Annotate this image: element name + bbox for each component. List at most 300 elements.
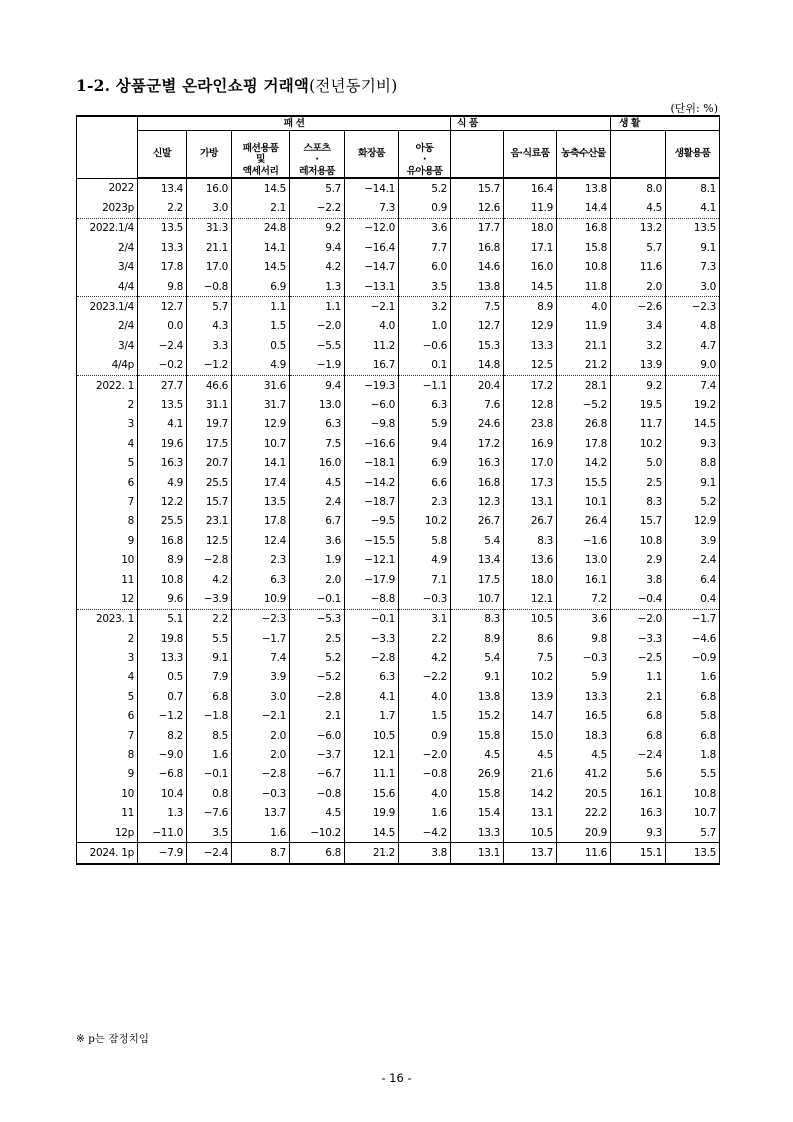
table-cell: 19.5 <box>611 395 666 414</box>
table-cell: −1.8 <box>187 707 232 726</box>
table-cell: 7.5 <box>504 648 557 667</box>
table-cell: 14.5 <box>345 823 399 843</box>
table-row <box>77 218 720 238</box>
table-cell: −5.5 <box>290 336 345 355</box>
column-header: 아동 · 유아용품 <box>399 131 451 179</box>
table-cell: 17.2 <box>504 375 557 395</box>
table-cell: 15.1 <box>611 843 666 864</box>
table-cell: −0.8 <box>290 784 345 803</box>
table-row <box>77 356 720 376</box>
table-cell: 23.1 <box>187 512 232 531</box>
table-cell: −0.8 <box>399 765 451 784</box>
column-header <box>611 131 666 179</box>
table-cell: −1.7 <box>666 609 720 629</box>
table-cell: 17.5 <box>187 434 232 453</box>
table-cell: 4.8 <box>666 317 720 336</box>
table-cell: 12.2 <box>138 492 187 511</box>
table-cell: 15.8 <box>557 238 611 257</box>
table-cell: 13.4 <box>138 178 187 198</box>
table-cell: 13.7 <box>504 843 557 864</box>
table-cell: 8.9 <box>138 550 187 569</box>
table-cell: −17.9 <box>345 570 399 589</box>
table-cell: 5.2 <box>666 492 720 511</box>
table-cell: 13.7 <box>232 804 290 823</box>
table-cell: 10.8 <box>138 570 187 589</box>
table-cell: 2.1 <box>290 707 345 726</box>
table-cell: −2.4 <box>187 843 232 864</box>
table-cell: 13.3 <box>138 238 187 257</box>
table-cell: 13.0 <box>557 550 611 569</box>
row-label: 6 <box>77 473 138 492</box>
table-cell: −2.0 <box>290 317 345 336</box>
table-cell: 12.4 <box>232 531 290 550</box>
table-cell: 13.9 <box>611 356 666 376</box>
table-cell: 6.7 <box>290 512 345 531</box>
table-cell: 21.1 <box>557 336 611 355</box>
table-cell: 16.7 <box>345 356 399 376</box>
table-cell: 0.5 <box>138 668 187 687</box>
row-label: 9 <box>77 765 138 784</box>
row-label: 6 <box>77 707 138 726</box>
table-cell: 21.2 <box>557 356 611 376</box>
table-cell: 16.3 <box>138 453 187 472</box>
table-cell: 12.1 <box>504 589 557 609</box>
column-header: 스포츠 · 레저용품 <box>290 131 345 179</box>
table-row <box>77 415 720 434</box>
table-cell: −13.1 <box>345 277 399 297</box>
table-cell: 12.9 <box>504 317 557 336</box>
row-label: 2023.1/4 <box>77 297 138 317</box>
table-cell: −5.2 <box>290 668 345 687</box>
row-label: 2023p <box>77 198 138 218</box>
table-cell: 12.9 <box>232 415 290 434</box>
table-cell: 31.7 <box>232 395 290 414</box>
table-cell: 1.5 <box>399 707 451 726</box>
table-cell: 13.3 <box>557 687 611 706</box>
table-cell: 2.5 <box>611 473 666 492</box>
table-cell: 13.2 <box>611 218 666 238</box>
table-cell: 10.2 <box>399 512 451 531</box>
table-cell: −3.7 <box>290 745 345 764</box>
table-cell: −6.8 <box>138 765 187 784</box>
row-label: 2/4 <box>77 238 138 257</box>
table-cell: 4.2 <box>290 258 345 277</box>
table-cell: 8.7 <box>232 843 290 864</box>
table-cell: −3.3 <box>611 629 666 648</box>
table-cell: −8.8 <box>345 589 399 609</box>
table-cell: 14.4 <box>557 198 611 218</box>
table-cell: 4.5 <box>557 745 611 764</box>
table-cell: 4.1 <box>138 415 187 434</box>
table-cell: 26.7 <box>451 512 504 531</box>
table-cell: 6.9 <box>399 453 451 472</box>
table-cell: 31.3 <box>187 218 232 238</box>
table-cell: 8.0 <box>611 178 666 198</box>
table-cell: −6.0 <box>345 395 399 414</box>
table-cell: 19.2 <box>666 395 720 414</box>
table-cell: 16.8 <box>138 531 187 550</box>
table-cell: 27.7 <box>138 375 187 395</box>
row-label: 4/4p <box>77 356 138 376</box>
table-cell: 8.3 <box>451 609 504 629</box>
table-cell: 5.2 <box>399 178 451 198</box>
table-cell: 2.0 <box>290 570 345 589</box>
column-header <box>451 131 504 179</box>
table-cell: −2.1 <box>345 297 399 317</box>
table-row <box>77 317 720 336</box>
table-cell: 17.8 <box>557 434 611 453</box>
table-cell: 26.7 <box>504 512 557 531</box>
table-cell: 8.9 <box>504 297 557 317</box>
table-cell: 5.5 <box>187 629 232 648</box>
table-row <box>77 473 720 492</box>
table-cell: 13.5 <box>666 218 720 238</box>
table-cell: −2.8 <box>187 550 232 569</box>
table-cell: 0.1 <box>399 356 451 376</box>
table-row <box>77 765 720 784</box>
table-cell: 13.6 <box>504 550 557 569</box>
table-cell: 20.4 <box>451 375 504 395</box>
table-cell: 6.8 <box>611 707 666 726</box>
table-cell: 11.9 <box>557 317 611 336</box>
table-cell: −2.5 <box>611 648 666 667</box>
table-cell: 16.8 <box>451 473 504 492</box>
table-cell: −2.3 <box>666 297 720 317</box>
table-cell: 7.4 <box>666 375 720 395</box>
table-cell: −0.2 <box>138 356 187 376</box>
table-row <box>77 531 720 550</box>
table-cell: 1.6 <box>232 823 290 843</box>
table-row <box>77 277 720 297</box>
table-cell: 16.4 <box>504 178 557 198</box>
table-cell: −12.0 <box>345 218 399 238</box>
table-cell: 9.2 <box>290 218 345 238</box>
table-cell: 3.5 <box>399 277 451 297</box>
table-cell: 21.6 <box>504 765 557 784</box>
table-cell: 6.0 <box>399 258 451 277</box>
table-cell: −0.6 <box>399 336 451 355</box>
table-cell: 16.1 <box>611 784 666 803</box>
column-header: 신발 <box>138 131 187 179</box>
table-cell: 13.5 <box>138 218 187 238</box>
table-cell: −2.4 <box>138 336 187 355</box>
row-label: 2/4 <box>77 317 138 336</box>
table-cell: 17.8 <box>232 512 290 531</box>
title-sub: (전년동기비) <box>309 77 398 95</box>
row-label: 8 <box>77 745 138 764</box>
table-cell: 6.3 <box>232 570 290 589</box>
table-cell: 21.2 <box>345 843 399 864</box>
table-cell: −4.6 <box>666 629 720 648</box>
table-cell: 16.0 <box>504 258 557 277</box>
table-cell: 2.4 <box>666 550 720 569</box>
table-cell: 13.8 <box>451 277 504 297</box>
table-cell: 16.3 <box>451 453 504 472</box>
table-cell: 14.6 <box>451 258 504 277</box>
table-cell: 12.6 <box>451 198 504 218</box>
table-cell: 17.2 <box>451 434 504 453</box>
row-label: 2022.1/4 <box>77 218 138 238</box>
table-cell: 15.7 <box>187 492 232 511</box>
table-cell: 4.1 <box>345 687 399 706</box>
table-cell: 7.5 <box>290 434 345 453</box>
table-cell: −6.0 <box>290 726 345 745</box>
table-cell: −5.2 <box>557 395 611 414</box>
table-cell: −0.3 <box>557 648 611 667</box>
table-cell: 14.1 <box>232 238 290 257</box>
table-cell: 17.0 <box>504 453 557 472</box>
table-cell: 10.5 <box>345 726 399 745</box>
column-header: 농축수산물 <box>557 131 611 179</box>
page-number: - 16 - <box>381 1071 412 1085</box>
column-header: 패션용품 및 액세서리 <box>232 131 290 179</box>
column-header-row <box>77 131 720 179</box>
table-cell: 9.1 <box>187 648 232 667</box>
table-cell: 4.5 <box>611 198 666 218</box>
table-cell: 16.8 <box>451 238 504 257</box>
table-cell: 8.1 <box>666 178 720 198</box>
table-cell: 5.7 <box>187 297 232 317</box>
table-row <box>77 395 720 414</box>
table-cell: −3.9 <box>187 589 232 609</box>
table-cell: 2.0 <box>611 277 666 297</box>
table-cell: 10.4 <box>138 784 187 803</box>
row-label: 12 <box>77 589 138 609</box>
table-cell: 16.0 <box>187 178 232 198</box>
table-cell: −2.0 <box>399 745 451 764</box>
table-cell: 1.1 <box>290 297 345 317</box>
table-cell: 25.5 <box>187 473 232 492</box>
row-label: 3 <box>77 648 138 667</box>
table-cell: 6.9 <box>232 277 290 297</box>
table-cell: 12.3 <box>451 492 504 511</box>
table-cell: 9.4 <box>399 434 451 453</box>
table-cell: 11.6 <box>611 258 666 277</box>
table-cell: −2.6 <box>611 297 666 317</box>
table-row <box>77 707 720 726</box>
table-row <box>77 297 720 317</box>
table-cell: 2.1 <box>611 687 666 706</box>
table-cell: 13.5 <box>138 395 187 414</box>
table-cell: 2.3 <box>399 492 451 511</box>
group-header-fashion: 패 션 <box>138 116 451 131</box>
table-row <box>77 609 720 629</box>
group-header-living: 생 활 <box>611 116 720 131</box>
table-row <box>77 198 720 218</box>
column-header: 음·식료품 <box>504 131 557 179</box>
table-cell: 9.1 <box>666 238 720 257</box>
table-cell: 3.0 <box>666 277 720 297</box>
table-cell: −19.3 <box>345 375 399 395</box>
table-cell: 17.1 <box>504 238 557 257</box>
column-header: 생활용품 <box>666 131 720 179</box>
footnote: ※ p는 잠정치임 <box>76 1033 149 1045</box>
table-cell: 3.0 <box>232 687 290 706</box>
table-cell: −0.4 <box>611 589 666 609</box>
table-cell: 24.6 <box>451 415 504 434</box>
table-cell: 17.0 <box>187 258 232 277</box>
table-row <box>77 687 720 706</box>
table-row <box>77 745 720 764</box>
table-cell: 0.4 <box>666 589 720 609</box>
table-cell: 16.1 <box>557 570 611 589</box>
table-cell: −0.1 <box>290 589 345 609</box>
table-cell: 7.5 <box>451 297 504 317</box>
table-cell: −9.5 <box>345 512 399 531</box>
table-cell: 16.5 <box>557 707 611 726</box>
table-row <box>77 804 720 823</box>
table-cell: 13.3 <box>138 648 187 667</box>
row-label: 4 <box>77 668 138 687</box>
table-cell: 5.4 <box>451 648 504 667</box>
table-cell: 7.3 <box>345 198 399 218</box>
table-cell: 1.8 <box>666 745 720 764</box>
table-cell: 3.2 <box>611 336 666 355</box>
table-cell: 1.6 <box>666 668 720 687</box>
table-cell: −2.2 <box>290 198 345 218</box>
table-cell: 8.3 <box>611 492 666 511</box>
table-cell: −14.1 <box>345 178 399 198</box>
table-cell: 15.7 <box>451 178 504 198</box>
table-cell: −0.1 <box>345 609 399 629</box>
table-cell: 5.0 <box>611 453 666 472</box>
table-cell: 9.0 <box>666 356 720 376</box>
table-cell: 5.7 <box>611 238 666 257</box>
table-cell: −12.1 <box>345 550 399 569</box>
table-cell: −18.7 <box>345 492 399 511</box>
table-cell: 10.7 <box>451 589 504 609</box>
table-cell: 6.8 <box>666 726 720 745</box>
table-cell: 16.3 <box>611 804 666 823</box>
table-cell: 2.0 <box>232 745 290 764</box>
table-cell: 4.5 <box>290 473 345 492</box>
table-cell: 10.2 <box>504 668 557 687</box>
row-label: 10 <box>77 550 138 569</box>
table-cell: 15.4 <box>451 804 504 823</box>
table-cell: 9.8 <box>557 629 611 648</box>
table-cell: 4.9 <box>138 473 187 492</box>
table-cell: 17.4 <box>232 473 290 492</box>
row-label: 5 <box>77 687 138 706</box>
table-cell: 11.9 <box>504 198 557 218</box>
table-cell: 15.5 <box>557 473 611 492</box>
table-cell: 3.6 <box>290 531 345 550</box>
table-cell: −2.4 <box>611 745 666 764</box>
table-cell: −0.3 <box>399 589 451 609</box>
table-cell: 9.2 <box>611 375 666 395</box>
table-cell: 17.3 <box>504 473 557 492</box>
table-cell: 8.5 <box>187 726 232 745</box>
row-label: 11 <box>77 570 138 589</box>
table-cell: 6.6 <box>399 473 451 492</box>
table-cell: 10.7 <box>666 804 720 823</box>
row-label: 3/4 <box>77 258 138 277</box>
table-cell: 10.5 <box>504 609 557 629</box>
table-cell: 5.5 <box>666 765 720 784</box>
page-title <box>76 74 397 96</box>
table-cell: −7.6 <box>187 804 232 823</box>
table-cell: 9.1 <box>666 473 720 492</box>
table-cell: −15.5 <box>345 531 399 550</box>
table-cell: 7.4 <box>232 648 290 667</box>
table-cell: 12.5 <box>504 356 557 376</box>
table-cell: 5.8 <box>399 531 451 550</box>
table-cell: 10.7 <box>232 434 290 453</box>
table-cell: 22.2 <box>557 804 611 823</box>
table-cell: 18.0 <box>504 570 557 589</box>
group-header-food: 식 품 <box>451 116 611 131</box>
table-cell: 41.2 <box>557 765 611 784</box>
table-cell: −0.1 <box>187 765 232 784</box>
table-cell: 5.2 <box>290 648 345 667</box>
table-cell: 3.9 <box>666 531 720 550</box>
table-row <box>77 843 720 864</box>
table-cell: −2.8 <box>290 687 345 706</box>
table-cell: 3.4 <box>611 317 666 336</box>
table-cell: 6.3 <box>290 415 345 434</box>
table-row <box>77 336 720 355</box>
table-cell: 3.8 <box>611 570 666 589</box>
table-cell: 10.8 <box>666 784 720 803</box>
table-cell: 5.9 <box>557 668 611 687</box>
table-cell: 19.9 <box>345 804 399 823</box>
table-row <box>77 589 720 609</box>
table-cell: 13.1 <box>504 492 557 511</box>
table-row <box>77 453 720 472</box>
table-cell: −14.2 <box>345 473 399 492</box>
table-cell: 4.9 <box>399 550 451 569</box>
table-cell: 4.5 <box>504 745 557 764</box>
table-cell: −14.7 <box>345 258 399 277</box>
table-row <box>77 492 720 511</box>
table-cell: 3.8 <box>399 843 451 864</box>
table-cell: −7.9 <box>138 843 187 864</box>
table-cell: 6.8 <box>187 687 232 706</box>
table-cell: 13.8 <box>451 687 504 706</box>
table-cell: −18.1 <box>345 453 399 472</box>
row-label: 3/4 <box>77 336 138 355</box>
table-row <box>77 823 720 843</box>
corner-cell <box>77 116 138 178</box>
table-cell: 4.2 <box>187 570 232 589</box>
table-cell: 4.5 <box>290 804 345 823</box>
row-label: 10 <box>77 784 138 803</box>
table-cell: 5.4 <box>451 531 504 550</box>
table-cell: 16.8 <box>557 218 611 238</box>
table-cell: 13.3 <box>504 336 557 355</box>
table-cell: 1.1 <box>232 297 290 317</box>
table-cell: −4.2 <box>399 823 451 843</box>
table-cell: 7.6 <box>451 395 504 414</box>
table-row <box>77 784 720 803</box>
table-cell: 0.9 <box>399 198 451 218</box>
table-cell: 9.3 <box>611 823 666 843</box>
table-cell: 2.0 <box>232 726 290 745</box>
table-cell: −2.3 <box>232 609 290 629</box>
table-cell: 16.9 <box>504 434 557 453</box>
table-cell: −3.3 <box>345 629 399 648</box>
table-cell: 1.3 <box>290 277 345 297</box>
table-cell: −2.0 <box>611 609 666 629</box>
table-cell: 7.9 <box>187 668 232 687</box>
row-label: 7 <box>77 726 138 745</box>
row-label: 2 <box>77 629 138 648</box>
table-row <box>77 434 720 453</box>
table-cell: 46.6 <box>187 375 232 395</box>
table-cell: 15.6 <box>345 784 399 803</box>
table-cell: 1.3 <box>138 804 187 823</box>
table-cell: 31.6 <box>232 375 290 395</box>
